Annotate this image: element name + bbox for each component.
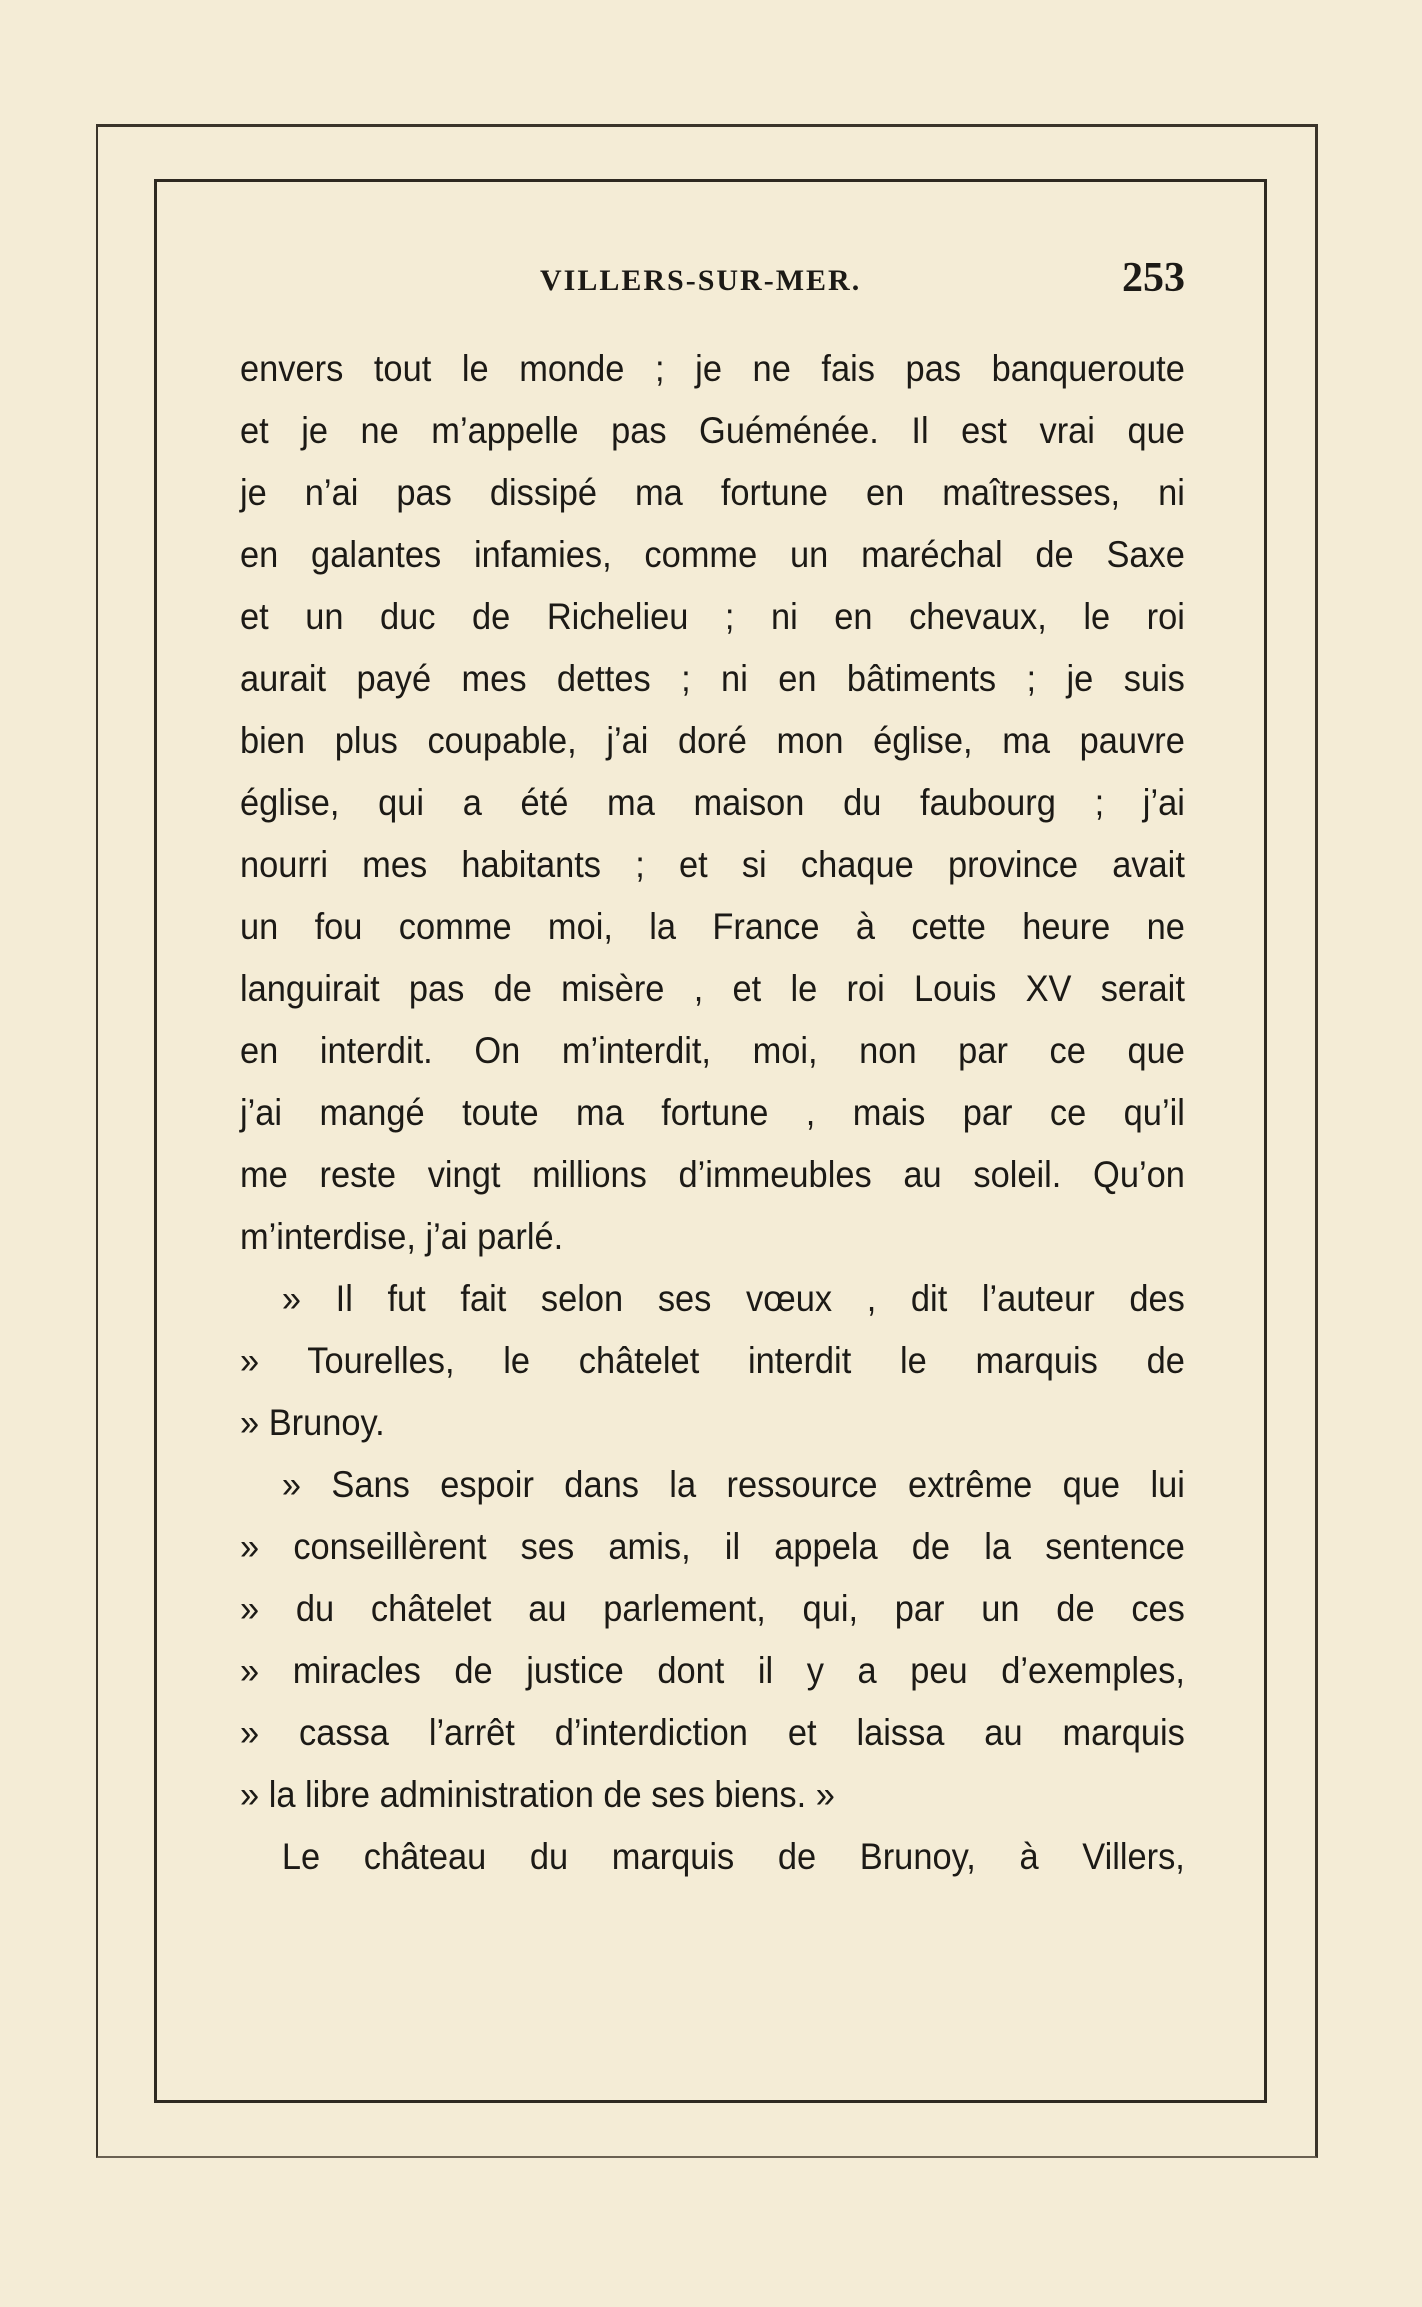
- paragraph-1: [240, 338, 1185, 1268]
- text-line: envers tout le monde ; je ne fais pas banqueroute: [240, 348, 1185, 389]
- text-line: et un duc de Richelieu ; ni en chevaux, le roi: [240, 596, 1185, 637]
- text-line: languirait pas de misère , et le roi Louis XV serait: [240, 968, 1185, 1009]
- paragraph-2: [240, 1268, 1185, 1454]
- text-line: aurait payé mes dettes ; ni en bâtiments ; je suis: [240, 658, 1185, 699]
- text-line: et je ne m’appelle pas Guéménée. Il est vrai que: [240, 410, 1185, 451]
- text-line: en interdit. On m’interdit, moi, non par ce que: [240, 1030, 1185, 1071]
- paragraph-3: [240, 1454, 1185, 1826]
- text-line: » Il fut fait selon ses vœux , dit l’auteur des: [281, 1278, 1185, 1319]
- text-line: j’ai mangé toute ma fortune , mais par ce qu’il: [240, 1092, 1185, 1133]
- text-line: m’interdise, j’ai parlé.: [240, 1216, 564, 1257]
- text-line: » du châtelet au parlement, qui, par un de ces: [240, 1588, 1185, 1629]
- body-text: [240, 338, 1185, 1888]
- paragraph-4: [240, 1826, 1185, 1888]
- text-line: en galantes infamies, comme un maréchal de Saxe: [240, 534, 1185, 575]
- running-title: VILLERS-SUR-MER.: [540, 264, 862, 297]
- text-line: je n’ai pas dissipé ma fortune en maîtresses, ni: [240, 472, 1185, 513]
- text-line: » Brunoy.: [240, 1402, 385, 1443]
- text-line: » Tourelles, le châtelet interdit le marquis de: [240, 1340, 1185, 1381]
- page-header: [240, 254, 1185, 314]
- page-number: 253: [1122, 255, 1185, 301]
- text-line: nourri mes habitants ; et si chaque province avait: [240, 844, 1185, 885]
- text-line: me reste vingt millions d’immeubles au soleil. Qu’on: [240, 1154, 1185, 1195]
- text-line: » cassa l’arrêt d’interdiction et laissa au marquis: [240, 1712, 1185, 1753]
- text-line: bien plus coupable, j’ai doré mon église, ma pauvre: [240, 720, 1185, 761]
- text-line: » miracles de justice dont il y a peu d’exemples,: [240, 1650, 1185, 1691]
- text-line: église, qui a été ma maison du faubourg ; j’ai: [240, 782, 1185, 823]
- text-line: » conseillèrent ses amis, il appela de la sentence: [240, 1526, 1185, 1567]
- text-line: Le château du marquis de Brunoy, à Villers,: [281, 1836, 1185, 1877]
- text-line: » la libre administration de ses biens. »: [240, 1774, 835, 1815]
- text-line: un fou comme moi, la France à cette heure ne: [240, 906, 1185, 947]
- text-line: » Sans espoir dans la ressource extrême que lui: [281, 1464, 1185, 1505]
